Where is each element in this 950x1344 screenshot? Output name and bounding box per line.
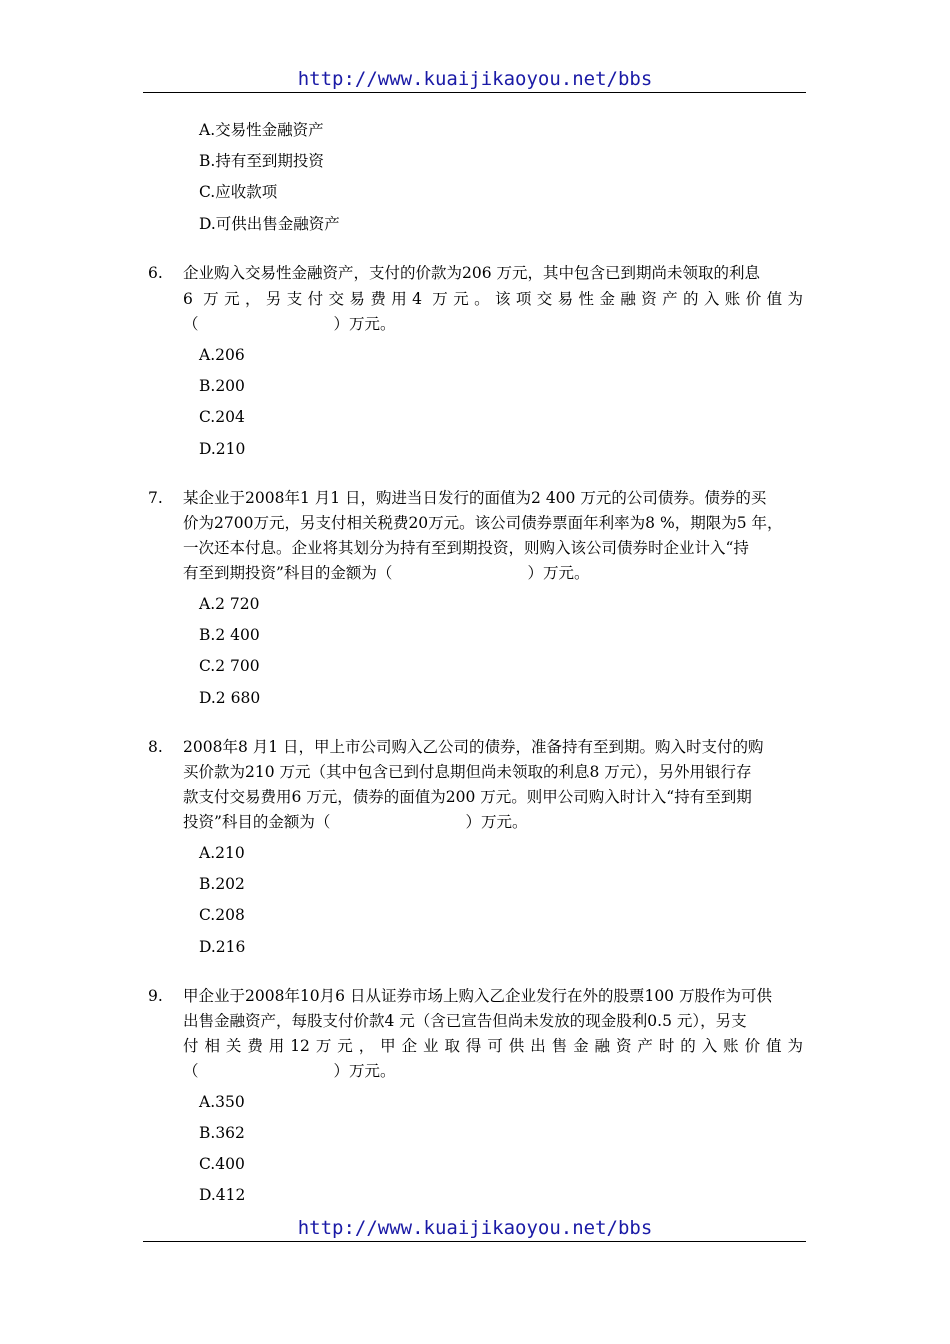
q5-option-b: B.持有至到期投资 bbox=[199, 152, 324, 170]
q6-line-3 bbox=[183, 314, 803, 334]
footer-url-link[interactable]: http://www.kuaijikaoyou.net/bbs bbox=[297, 1217, 653, 1239]
q6-line-1: 企业购入交易性金融资产，支付的价款为206 万元，其中包含已到期尚未领取的利息 bbox=[183, 264, 761, 282]
q7-option-b: B.2 400 bbox=[199, 626, 260, 644]
q8-option-a: A.210 bbox=[199, 844, 245, 862]
header-rule bbox=[143, 92, 806, 93]
q8-line-1: 2008年8 月1 日，甲上市公司购入乙公司的债券，准备持有至到期。购入时支付的购 bbox=[183, 738, 764, 756]
q5-option-a: A.交易性金融资产 bbox=[199, 121, 324, 139]
q6-close-paren: ）万元。 bbox=[333, 315, 396, 333]
q9-close-paren: ）万元。 bbox=[333, 1062, 396, 1080]
q9-option-b: B.362 bbox=[199, 1124, 245, 1142]
q6-option-d: D.210 bbox=[199, 440, 246, 458]
q7-number: 7. bbox=[148, 489, 163, 507]
q8-line-3: 款支付交易费用6 万元，债券的面值为200 万元。则甲公司购入时计入“持有至到期 bbox=[183, 788, 752, 806]
q7-line-4 bbox=[183, 563, 803, 583]
q7-close-paren: ）万元。 bbox=[527, 564, 590, 582]
q9-option-c: C.400 bbox=[199, 1155, 245, 1173]
q7-line-2: 价为2700万元，另支付相关税费20万元。该公司债券票面年利率为8 %，期限为5 年， bbox=[183, 514, 783, 532]
q8-option-c: C.208 bbox=[199, 906, 245, 924]
q9-option-d: D.412 bbox=[199, 1186, 246, 1204]
q5-option-d: D.可供出售金融资产 bbox=[199, 215, 340, 233]
q8-number: 8. bbox=[148, 738, 163, 756]
q9-line-4 bbox=[183, 1061, 803, 1081]
q9-number: 9. bbox=[148, 987, 163, 1005]
q7-line-1: 某企业于2008年1 月1 日，购进当日发行的面值为2 400 万元的公司债券。债券的买 bbox=[183, 489, 767, 507]
q8-option-b: B.202 bbox=[199, 875, 245, 893]
q8-line-4-text: 投资”科目的金额为（ bbox=[183, 813, 331, 831]
q9-option-a: A.350 bbox=[199, 1093, 245, 1111]
header-url-link[interactable]: http://www.kuaijikaoyou.net/bbs bbox=[297, 68, 653, 90]
q9-line-2: 出售金融资产，每股支付价款4 元（含已宣告但尚未发放的现金股利0.5 元），另支 bbox=[183, 1012, 747, 1030]
q7-option-c: C.2 700 bbox=[199, 657, 260, 675]
q7-option-a: A.2 720 bbox=[199, 595, 260, 613]
q6-option-b: B.200 bbox=[199, 377, 245, 395]
q7-option-d: D.2 680 bbox=[199, 689, 261, 707]
q8-option-d: D.216 bbox=[199, 938, 246, 956]
q9-open-paren: （ bbox=[183, 1062, 199, 1080]
q5-option-c: C.应收款项 bbox=[199, 183, 278, 201]
q6-line-2: 6 万元，另支付交易费用4 万元。该项交易性金融资产的入账价值为 bbox=[183, 290, 803, 308]
q9-line-3: 付相关费用12万元，甲企业取得可供出售金融资产时的入账价值为 bbox=[183, 1037, 803, 1055]
q7-line-3: 一次还本付息。企业将其划分为持有至到期投资，则购入该公司债券时企业计入“持 bbox=[183, 539, 749, 557]
footer-rule bbox=[143, 1241, 806, 1242]
q6-option-a: A.206 bbox=[199, 346, 245, 364]
q8-line-2: 买价款为210 万元（其中包含已到付息期但尚未领取的利息8 万元），另外用银行存 bbox=[183, 763, 752, 781]
q7-line-4-text: 有至到期投资”科目的金额为（ bbox=[183, 564, 393, 582]
q6-open-paren: （ bbox=[183, 315, 199, 333]
q6-option-c: C.204 bbox=[199, 408, 245, 426]
q8-close-paren: ）万元。 bbox=[465, 813, 528, 831]
q6-number: 6. bbox=[148, 264, 163, 282]
q8-line-4 bbox=[183, 812, 803, 832]
q9-line-1: 甲企业于2008年10月6 日从证券市场上购入乙企业发行在外的股票100 万股作为可供 bbox=[183, 987, 772, 1005]
